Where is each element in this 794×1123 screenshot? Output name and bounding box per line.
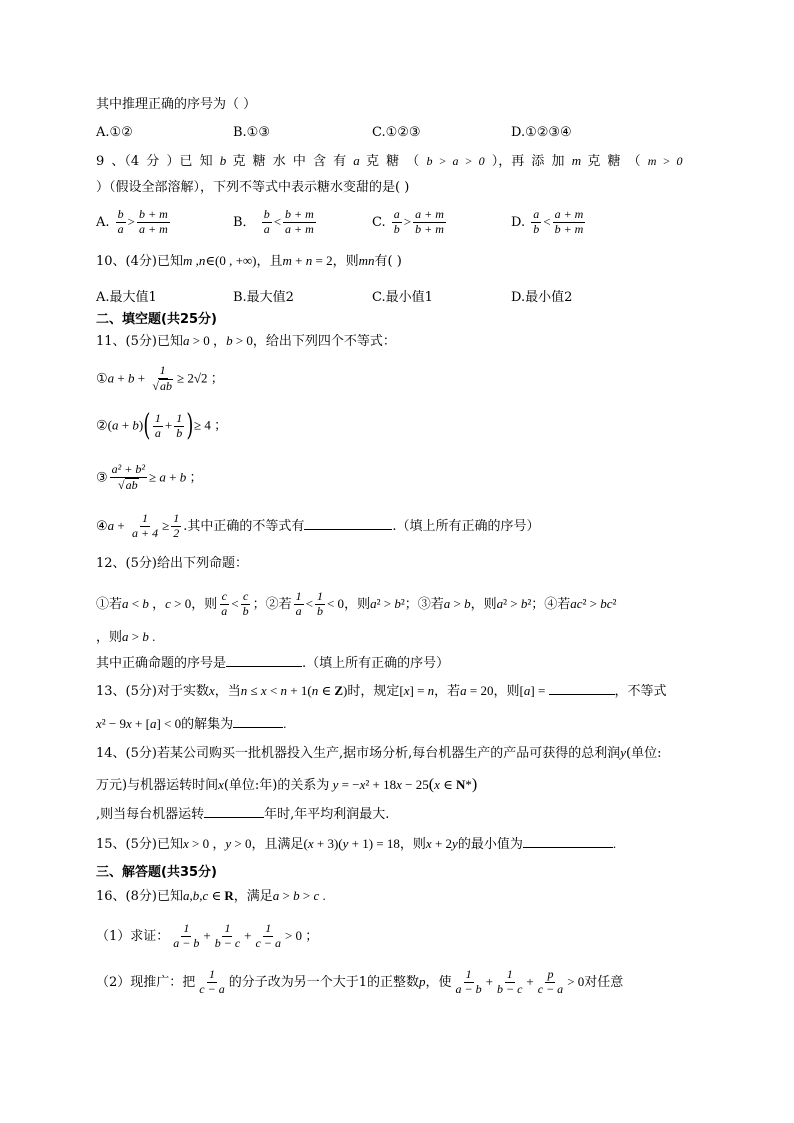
q10-option-a: A.最大值1 [96, 290, 157, 305]
q10-stem: 10、(4分)已知m ,n∈(0 , +∞)，且m + n = 2，则mn有( ) [96, 253, 402, 269]
q11-tail: ，给出下列四个不等式： [252, 334, 396, 349]
q13-line2-tail: 的解集为 [181, 717, 234, 732]
q9-option-a: A. $\frac{b}{a}$ > $\frac{b + m}{a + m}$ [96, 207, 168, 236]
q8-option-d: D.①②③④ [511, 125, 572, 140]
question-8-stem-tail: 其中推理正确的序号为（ ） [96, 97, 257, 112]
q16-part2-c: ，使 [425, 974, 452, 990]
q13-line2: x² − 9x + [a] < 0的解集为 . [96, 716, 287, 732]
section-3-heading: 三、解答题(共35分) [96, 865, 217, 880]
answer-blank [549, 694, 615, 695]
q16-part-1: （1）求证： $\frac{1}{a - b}$ + $\frac{1}{b - c}$ + $\frac{1}{c - a}$ > 0 ； [96, 921, 319, 950]
q16-part2-a: （2）现推广：把 [96, 974, 196, 990]
answer-blank [204, 817, 264, 818]
q14-line3a: ,则当每台机器运转 [96, 807, 205, 822]
q16-part2-d: 对任意 [584, 974, 624, 990]
q16-stem: 16、(8分)已知a,b,c ∈ R，满足a > b > c . [96, 888, 326, 904]
section-2-heading: 二、填空题(共25分) [96, 312, 217, 327]
q9-option-c: C. $\frac{a}{b}$ > $\frac{a + m}{b + m}$ [372, 207, 444, 236]
q11-item-3: ③ $\frac{\text{a² + b²}}{√ab}$ ≥ a + b ； [96, 462, 203, 492]
q16-head: 16、(8分)已知 [96, 889, 183, 904]
q10-text-a: 10、(4分)已知 [96, 254, 183, 269]
q11-item-4: ④a + $\frac{1}{a + 4}$ ≥ $\frac{1}{2}$ .其中正确的不等式有 .（填上所有正确的序号） [96, 511, 540, 540]
q14-line3b: 年时,年平均利润最大. [264, 807, 390, 822]
q16-part-2: （2）现推广：把 $\frac{1}{c - a}$ 的分子改为另一个大于1的正整数p，使 $\frac{1}{a - b}$ + $\frac{1}{b - c}$ + $\frac{p}{c - a}$ > 0对任意 [96, 967, 624, 996]
q12-answer-label: 其中正确命题的序号是 [96, 656, 227, 671]
q9-line2: ）（假设全部溶解），下列不等式中表示糖水变甜的是( ) [96, 180, 410, 195]
q16-part1-label: （1）求证： [96, 928, 170, 944]
q15-t2: ，且满足 [251, 837, 304, 852]
q12-answer-line [96, 657, 449, 670]
answer-blank [233, 727, 283, 728]
q14-line1-text: 14、(5分)若某公司购买一批机器投入生产,据市场分析,每台机器生产的产品可获得的总利润 [96, 746, 621, 761]
q9-condition-1: b > a > 0 [426, 154, 485, 168]
answer-blank [226, 666, 302, 667]
q15-stem: 15、(5分)已知x > 0 ，y > 0，且满足(x + 3)(y + 1) = 18，则x + 2y的最小值为 . [96, 836, 617, 852]
q10-option-d: D.最小值2 [511, 290, 573, 305]
q14-line1: 14、(5分)若某公司购买一批机器投入生产,据市场分析,每台机器生产的产品可获得的总利润y(单位: [96, 745, 662, 761]
q9-option-a-label: A. [96, 214, 110, 230]
q10-option-c: C.最小值1 [372, 290, 433, 305]
q9-mid3: ），再 添 加 [491, 154, 565, 169]
answer-blank [523, 847, 613, 848]
q13-t2: ，当 [214, 684, 241, 699]
q9-option-b: B． $\frac{b}{a}$ < $\frac{b + m}{a + m}$ [233, 207, 314, 236]
q11-item-2: ②(a + b)( $\frac{1}{a}$ + $\frac{1}{b}$ )≥ 4 ； [96, 408, 228, 443]
q15-head: 15、(5分)已知 [96, 837, 183, 852]
q9-prefix: 9 、（4 分 ）已 知 [96, 154, 213, 169]
q12-prop4-conclusion: ，则a > b . [96, 629, 156, 645]
q11-stem: 11、(5分)已知a > 0 ，b > 0，给出下列四个不等式： [96, 333, 396, 349]
q16-part2-b: 的分子改为另一个大于1的正整数 [228, 974, 419, 990]
q8-option-c: C.①②③ [372, 125, 421, 140]
q11-item4-note: .（填上所有正确的序号） [392, 518, 540, 534]
q10-text-d: 有( ) [374, 254, 402, 269]
q12-stem: 12、(5分)给出下列命题： [96, 556, 248, 571]
q15-t4: 的最小值为 [457, 837, 523, 852]
q14-line2a: 万元)与机器运转时间 [96, 778, 219, 793]
q9-mid4: 克 糖 （ [587, 154, 641, 169]
q10-option-b: B.最大值2 [233, 290, 294, 305]
q9-mid1: 克 糖 水 中 含 有 [232, 154, 347, 169]
q12-propositions: ①若a < b ，c > 0，则 $\frac{c}{a}$ < $\frac{c}{b}$ ；②若 $\frac{1}{a}$ < $\frac{1}{b}$ < 0，则a² > b²；③若a > b，则a² > b²；④若ac² > bc² [96, 589, 617, 618]
q9-option-c-label: C. [372, 214, 386, 230]
q10-text-c: ，则 [332, 254, 359, 269]
q15-t3: ，则 [399, 837, 426, 852]
q13-t3: 时，规定 [347, 684, 400, 699]
q14-line2b: (单位:年)的关系为 [223, 778, 330, 793]
q13-t5: ，则 [493, 684, 520, 699]
q9-option-b-label: B． [233, 214, 256, 230]
q9-line1: 9 、（4 分 ）已 知 b 克 糖 水 中 含 有 a 克 糖 （ b > a > 0 ），再 添 加 m 克 糖 （ m > 0 [96, 153, 683, 169]
q16-t2: ，满足 [233, 889, 273, 904]
q12-answer-note: .（填上所有正确的序号） [302, 656, 450, 671]
q9-mid2: 克 糖 （ [366, 154, 420, 169]
q13-t6: ，不等式 [614, 684, 667, 699]
q13-t4: ，若 [434, 684, 461, 699]
q8-option-a: A.①② [96, 125, 133, 140]
q13-head: 13、(5分)对于实数 [96, 684, 209, 699]
q14-line3 [96, 808, 389, 821]
q9-option-d: D. $\frac{a}{b}$ < $\frac{a + m}{b + m}$ [511, 207, 584, 236]
q11-item4-tail: .其中正确的不等式有 [183, 518, 305, 534]
answer-blank [304, 529, 392, 530]
q14-line2: 万元)与机器运转时间x(单位:年)的关系为 y = −x² + 18x − 25(x ∈ N*) [96, 776, 478, 793]
q9-option-d-label: D. [511, 214, 526, 230]
q13-stem: 13、(5分)对于实数x，当n ≤ x < n + 1(n ∈ Z)时，规定[x] = n，若a = 20，则[a] = ，不等式 [96, 683, 667, 699]
q8-option-b: B.①③ [233, 125, 270, 140]
q10-text-b: ，且 [256, 254, 283, 269]
q9-condition-2: m > 0 [647, 154, 683, 168]
q11-item-1: ①a + b + $\frac{1}{√ab}$ ≥ 2√2 ； [96, 363, 224, 393]
q14-line1-tail: (单位: [626, 746, 662, 761]
q11-head: 11、(5分)已知 [96, 334, 183, 349]
